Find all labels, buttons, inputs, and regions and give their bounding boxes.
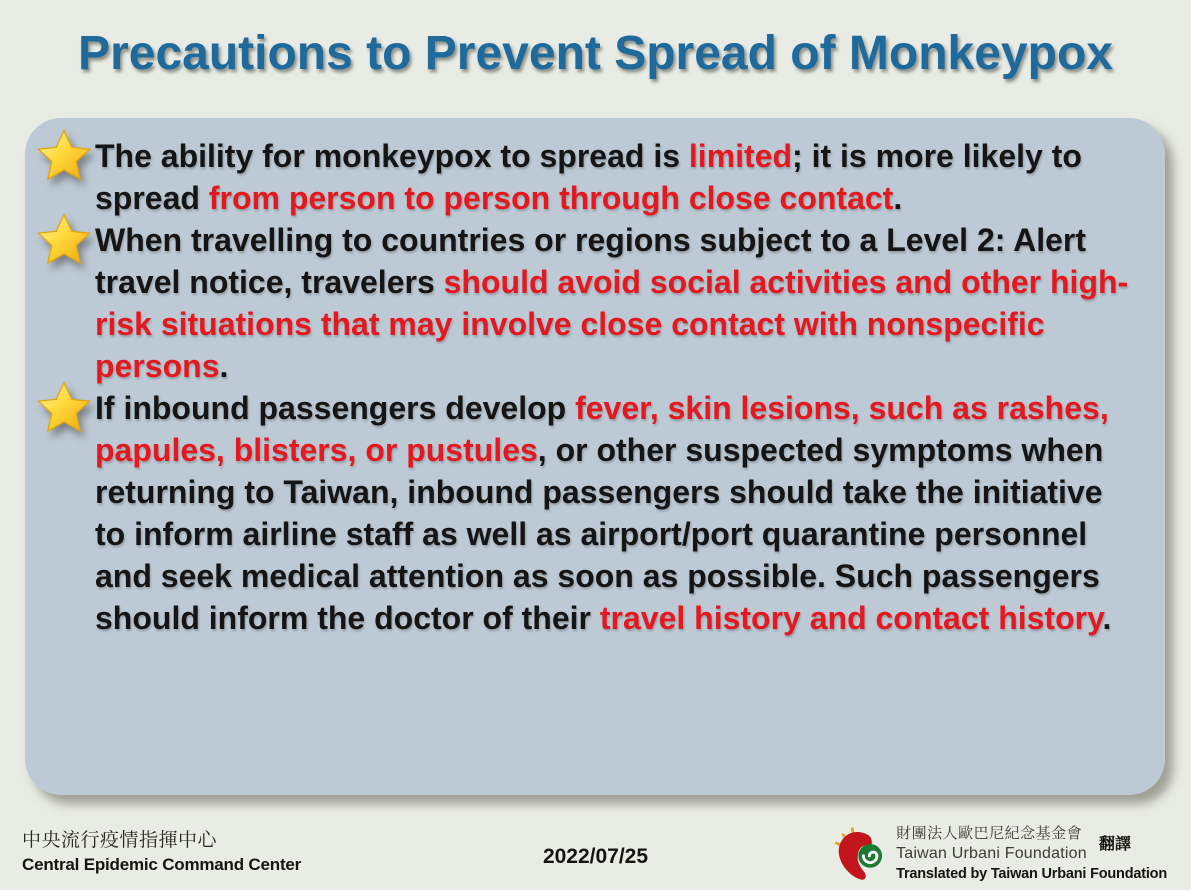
star-icon [37, 128, 91, 182]
issuer-name-en: Central Epidemic Command Center [22, 855, 302, 874]
list-item [95, 387, 1137, 639]
highlighted-text: fever, skin lesions, such as rashes, papules, blisters, or pustules [95, 390, 1109, 468]
list-item [95, 219, 1137, 387]
highlighted-text: should avoid social activities and other high-risk situations that may involve close contact with nonspecific persons [95, 264, 1129, 384]
taiwan-urbani-foundation-logo-icon [832, 824, 888, 886]
bullet-text [95, 387, 1137, 639]
body-text: ; it is more likely to spread [95, 138, 1082, 216]
precautions-list [95, 135, 1137, 639]
body-text: When travelling to countries or regions subject to a Level 2: Alert travel notice, travelers [95, 222, 1086, 300]
highlighted-text: travel history and contact history [599, 600, 1103, 636]
star-icon [37, 212, 91, 266]
bullet-text [95, 219, 1137, 387]
highlighted-text: from person to person through close contact [208, 180, 894, 216]
translated-by-line: Translated by Taiwan Urbani Foundation [896, 866, 1167, 882]
content-panel [25, 118, 1165, 795]
highlighted-text: limited [688, 138, 793, 174]
body-text: , or other suspected symptoms when returning to Taiwan, inbound passengers should take the initiative to inform airline staff as well as airport/port quarantine personnel and seek medical attention as soon as possible. Such passengers should inform the doctor of their [95, 432, 1104, 636]
body-text: . [1102, 600, 1112, 636]
list-item [95, 135, 1137, 219]
body-text: . [893, 180, 903, 216]
issuer-name-zh: 中央流行疫情指揮中心 [22, 830, 218, 851]
footer-translator [832, 822, 1167, 886]
translator-name-en: Taiwan Urbani Foundation [896, 845, 1087, 862]
body-text: . [219, 348, 229, 384]
body-text: The ability for monkeypox to spread is [95, 138, 689, 174]
publish-date: 2022/07/25 [542, 845, 649, 868]
translate-label: 翻譯 [1098, 836, 1131, 853]
bullet-text [95, 135, 1137, 219]
star-icon [37, 380, 91, 434]
body-text: If inbound passengers develop [95, 390, 576, 426]
translator-name-zh: 財團法人歐巴尼紀念基金會 [896, 825, 1083, 842]
page-title: Precautions to Prevent Spread of Monkeypox [78, 27, 1113, 80]
